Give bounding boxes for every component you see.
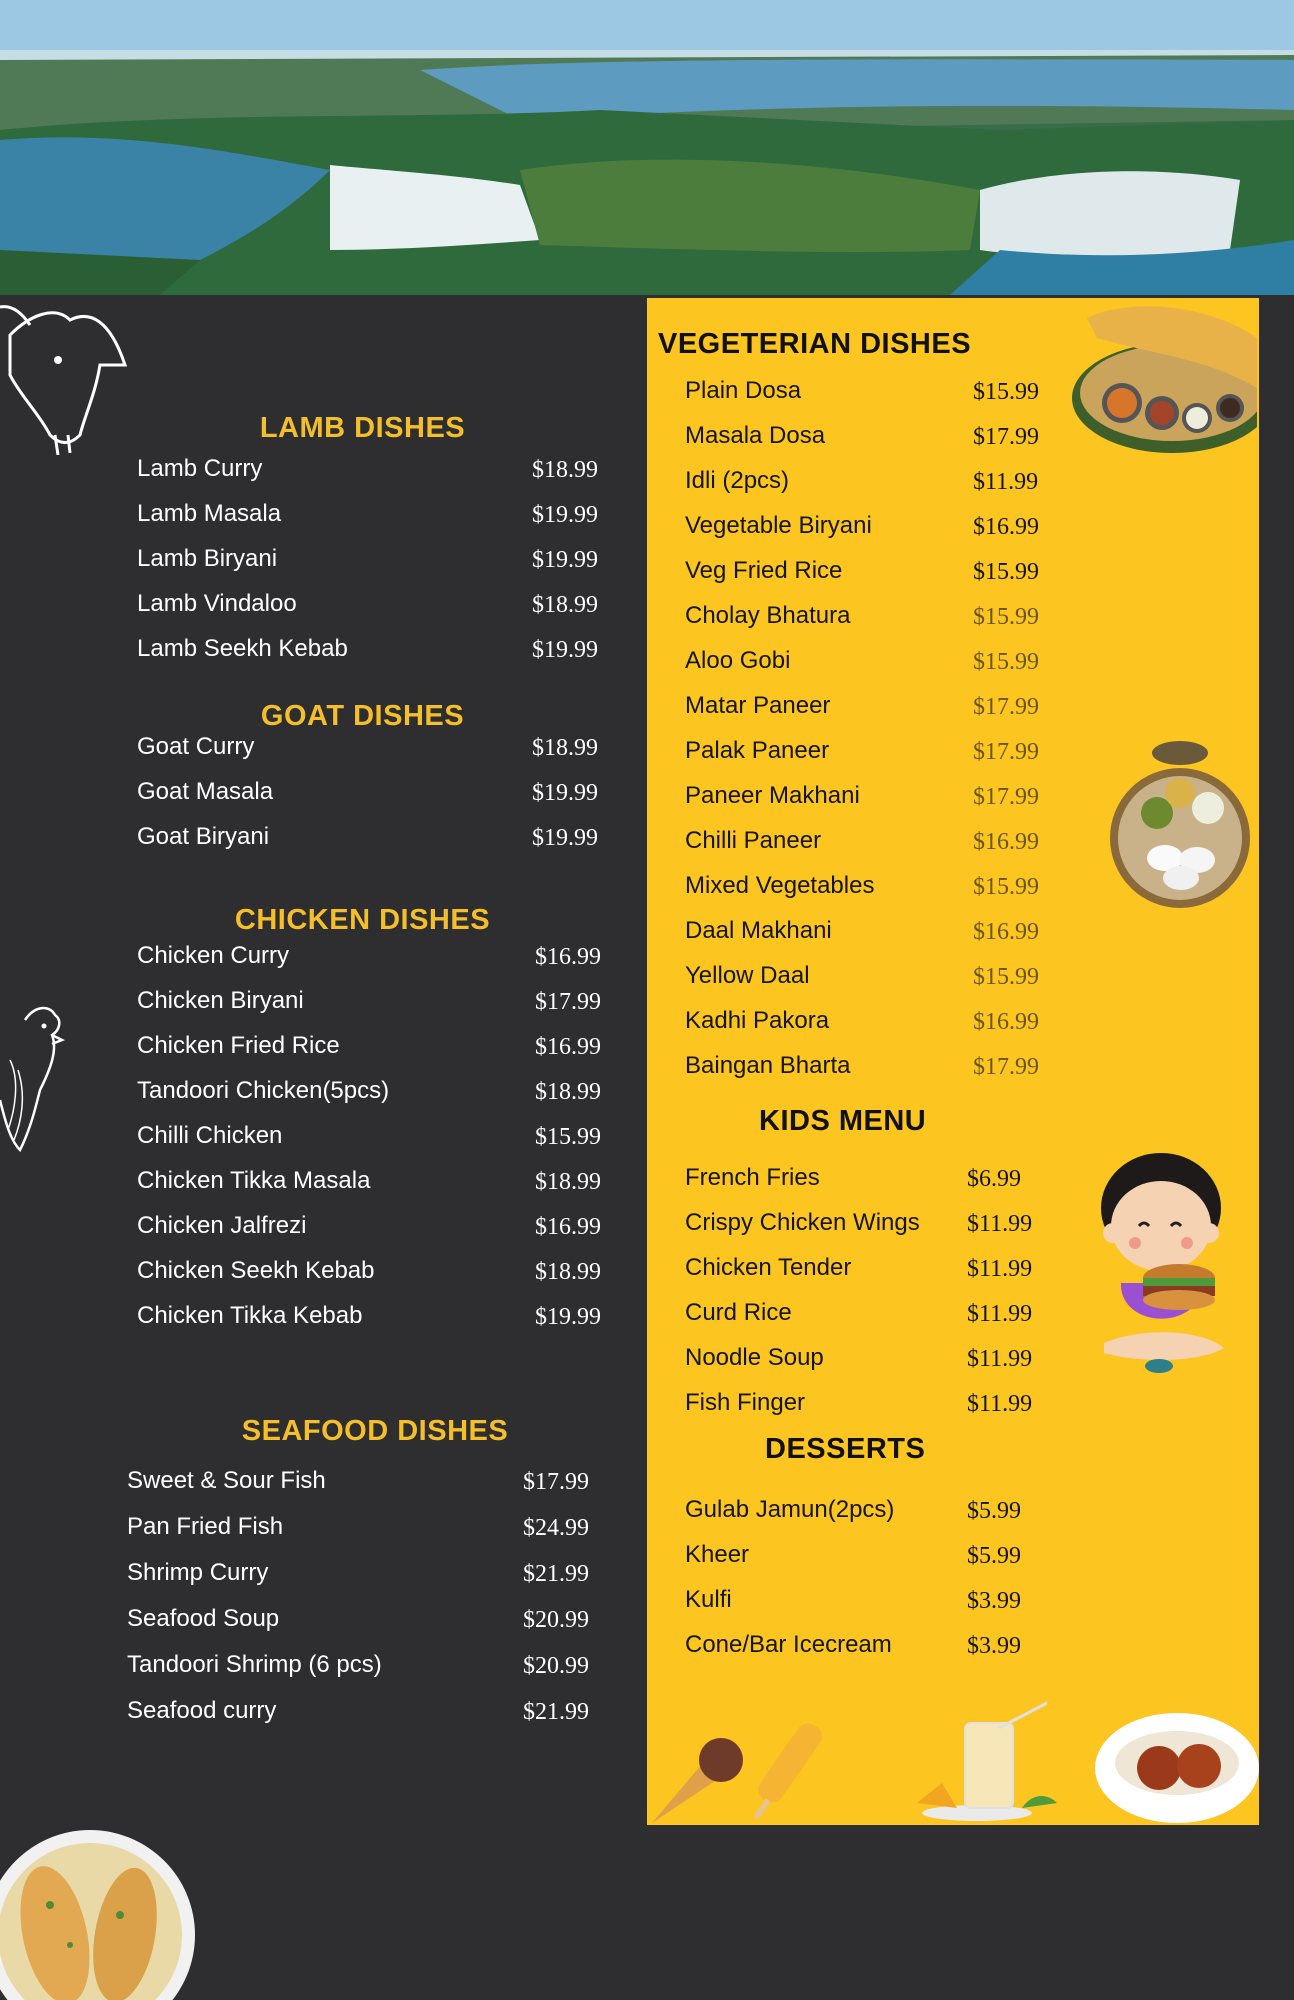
item-name: Paneer Makhani [685, 782, 860, 809]
menu-item [137, 987, 607, 1027]
idli-thali-image [1105, 728, 1255, 908]
kid-eating-burger-image [1099, 1148, 1239, 1388]
kids-menu-title: KIDS MENU [759, 1105, 927, 1137]
item-price: $17.99 [973, 784, 1039, 810]
item-price: $15.99 [535, 1124, 601, 1150]
item-name: Tandoori Chicken(5pcs) [137, 1077, 390, 1104]
item-price: $15.99 [973, 604, 1039, 630]
item-name: Yellow Daal [685, 962, 810, 989]
menu-item [137, 1077, 607, 1117]
item-price: $16.99 [973, 514, 1039, 540]
item-name: Lamb Curry [137, 455, 263, 482]
item-price: $17.99 [535, 989, 601, 1015]
item-price: $19.99 [532, 637, 598, 663]
item-name: Chilli Paneer [685, 827, 822, 854]
left-menu-column [0, 295, 645, 2000]
item-name: Chicken Jalfrezi [137, 1212, 307, 1239]
item-name: Palak Paneer [685, 737, 830, 764]
item-name: Gulab Jamun(2pcs) [685, 1496, 895, 1523]
item-name: Sweet & Sour Fish [127, 1467, 326, 1494]
item-price: $11.99 [967, 1391, 1033, 1417]
item-price: $17.99 [973, 694, 1039, 720]
menu-item [685, 962, 1055, 1002]
item-name: Vegetable Biryani [685, 512, 872, 539]
menu-item [685, 1389, 1055, 1429]
item-price: $19.99 [532, 547, 598, 573]
menu-item [127, 1559, 607, 1599]
item-name: Cholay Bhatura [685, 602, 851, 629]
item-name: Chicken Curry [137, 942, 290, 969]
menu-item [127, 1651, 607, 1691]
menu-item [137, 455, 607, 495]
menu-item [137, 1122, 607, 1162]
item-name: Fish Finger [685, 1389, 806, 1416]
item-price: $3.99 [967, 1633, 1021, 1659]
item-name: Plain Dosa [685, 377, 802, 404]
item-price: $16.99 [535, 1034, 601, 1060]
item-name: Masala Dosa [685, 422, 826, 449]
item-price: $17.99 [973, 739, 1039, 765]
menu-item [685, 557, 1055, 597]
item-price: $19.99 [532, 825, 598, 851]
menu-item [685, 782, 1055, 822]
item-name: Pan Fried Fish [127, 1513, 284, 1540]
item-price: $24.99 [523, 1515, 589, 1541]
menu-item [685, 647, 1055, 687]
item-price: $20.99 [523, 1653, 589, 1679]
item-name: Matar Paneer [685, 692, 831, 719]
item-price: $11.99 [973, 469, 1039, 495]
item-price: $15.99 [973, 559, 1039, 585]
item-price: $11.99 [967, 1346, 1033, 1372]
item-name: Shrimp Curry [127, 1559, 269, 1586]
menu-item [685, 602, 1055, 642]
item-name: Kheer [685, 1541, 750, 1568]
niagara-falls-banner [0, 0, 1294, 295]
menu-item [137, 1302, 607, 1342]
menu-item [127, 1605, 607, 1645]
menu-item [137, 1257, 607, 1297]
lamb-section-title: LAMB DISHES [259, 412, 466, 444]
vegetarian-section-title: VEGETERIAN DISHES [658, 328, 972, 360]
item-price: $11.99 [967, 1256, 1033, 1282]
menu-item [137, 778, 607, 818]
menu-item [685, 1299, 1055, 1339]
item-name: Goat Biryani [137, 823, 270, 850]
item-name: Noodle Soup [685, 1344, 824, 1371]
menu-item [685, 737, 1055, 777]
gulab-jamun-bowl-icon [1095, 1713, 1259, 1823]
desserts-section-title: DESSERTS [765, 1433, 926, 1465]
menu-item [137, 942, 607, 982]
menu-item [685, 467, 1055, 507]
item-price: $17.99 [523, 1469, 589, 1495]
item-name: Lamb Masala [137, 500, 282, 527]
item-name: Chilli Chicken [137, 1122, 283, 1149]
item-name: Aloo Gobi [685, 647, 791, 674]
item-price: $19.99 [532, 502, 598, 528]
menu-item [685, 1496, 1055, 1536]
menu-item [685, 1007, 1055, 1047]
goat-section-title: GOAT DISHES [260, 700, 465, 732]
item-price: $15.99 [973, 379, 1039, 405]
item-price: $16.99 [973, 919, 1039, 945]
item-price: $15.99 [973, 964, 1039, 990]
item-price: $11.99 [967, 1301, 1033, 1327]
goat-head-icon [0, 295, 130, 455]
menu-item [685, 692, 1055, 732]
item-price: $18.99 [532, 592, 598, 618]
item-name: Chicken Tikka Masala [137, 1167, 371, 1194]
item-price: $21.99 [523, 1561, 589, 1587]
item-name: Tandoori Shrimp (6 pcs) [127, 1651, 382, 1678]
menu-item [685, 1541, 1055, 1581]
item-price: $21.99 [523, 1699, 589, 1725]
item-price: $16.99 [535, 1214, 601, 1240]
right-menu-panel [647, 298, 1259, 1825]
item-name: Chicken Tender [685, 1254, 852, 1281]
mango-lassi-icon [917, 1703, 1057, 1821]
item-price: $15.99 [973, 874, 1039, 900]
item-price: $18.99 [535, 1169, 601, 1195]
item-name: Idli (2pcs) [685, 467, 790, 494]
item-price: $5.99 [967, 1543, 1021, 1569]
item-name: Baingan Bharta [685, 1052, 851, 1079]
dosa-platter-image [1067, 298, 1257, 468]
item-price: $18.99 [532, 735, 598, 761]
item-price: $15.99 [973, 649, 1039, 675]
menu-item [685, 827, 1055, 867]
menu-item [137, 733, 607, 773]
item-name: Goat Curry [137, 733, 255, 760]
item-name: Chicken Tikka Kebab [137, 1302, 363, 1329]
menu-item [137, 1032, 607, 1072]
item-name: Lamb Biryani [137, 545, 278, 572]
rooster-icon [0, 1000, 65, 1155]
item-price: $5.99 [967, 1498, 1021, 1524]
menu-item [685, 1164, 1055, 1204]
menu-item [685, 1052, 1055, 1092]
menu-item [137, 545, 607, 585]
item-name: Cone/Bar Icecream [685, 1631, 892, 1658]
menu-item [137, 1212, 607, 1252]
menu-item [685, 1586, 1055, 1626]
kulfi-bar-icon [753, 1719, 826, 1820]
dessert-images-row [647, 1698, 1259, 1825]
item-price: $11.99 [967, 1211, 1033, 1237]
menu-item [127, 1697, 607, 1737]
menu-item [137, 590, 607, 630]
ice-cream-cone-icon [652, 1738, 743, 1823]
menu-item [685, 1344, 1055, 1384]
item-name: French Fries [685, 1164, 820, 1191]
item-name: Lamb Seekh Kebab [137, 635, 348, 662]
item-name: Goat Masala [137, 778, 274, 805]
menu-item [137, 635, 607, 675]
item-name: Seafood curry [127, 1697, 277, 1724]
item-name: Daal Makhani [685, 917, 832, 944]
item-name: Seafood Soup [127, 1605, 280, 1632]
item-name: Mixed Vegetables [685, 872, 875, 899]
item-price: $17.99 [973, 1054, 1039, 1080]
item-name: Lamb Vindaloo [137, 590, 297, 617]
item-price: $17.99 [973, 424, 1039, 450]
banner-landscape [0, 0, 1294, 295]
item-price: $19.99 [532, 780, 598, 806]
menu-item [685, 1254, 1055, 1294]
menu-item [685, 917, 1055, 957]
seafood-section-title: SEAFOOD DISHES [241, 1415, 509, 1447]
item-price: $18.99 [535, 1259, 601, 1285]
item-price: $19.99 [535, 1304, 601, 1330]
menu-item [685, 422, 1055, 462]
item-price: $3.99 [967, 1588, 1021, 1614]
menu-item [685, 1631, 1055, 1671]
item-price: $16.99 [973, 829, 1039, 855]
menu-item [127, 1467, 607, 1507]
menu-item [685, 512, 1055, 552]
item-price: $16.99 [973, 1009, 1039, 1035]
item-price: $16.99 [535, 944, 601, 970]
item-price: $6.99 [967, 1166, 1021, 1192]
menu-item [127, 1513, 607, 1553]
item-name: Chicken Biryani [137, 987, 304, 1014]
menu-item [137, 1167, 607, 1207]
item-name: Chicken Seekh Kebab [137, 1257, 375, 1284]
item-price: $20.99 [523, 1607, 589, 1633]
chicken-section-title: CHICKEN DISHES [234, 904, 491, 936]
menu-item [137, 823, 607, 863]
menu-item [137, 500, 607, 540]
menu-item [685, 872, 1055, 912]
item-name: Kulfi [685, 1586, 732, 1613]
item-price: $18.99 [532, 457, 598, 483]
item-name: Curd Rice [685, 1299, 792, 1326]
item-price: $18.99 [535, 1079, 601, 1105]
item-name: Crispy Chicken Wings [685, 1209, 920, 1236]
item-name: Veg Fried Rice [685, 557, 843, 584]
menu-item [685, 1209, 1055, 1249]
menu-item [685, 377, 1055, 417]
fish-plate-image [0, 1825, 200, 2000]
item-name: Chicken Fried Rice [137, 1032, 340, 1059]
item-name: Kadhi Pakora [685, 1007, 830, 1034]
